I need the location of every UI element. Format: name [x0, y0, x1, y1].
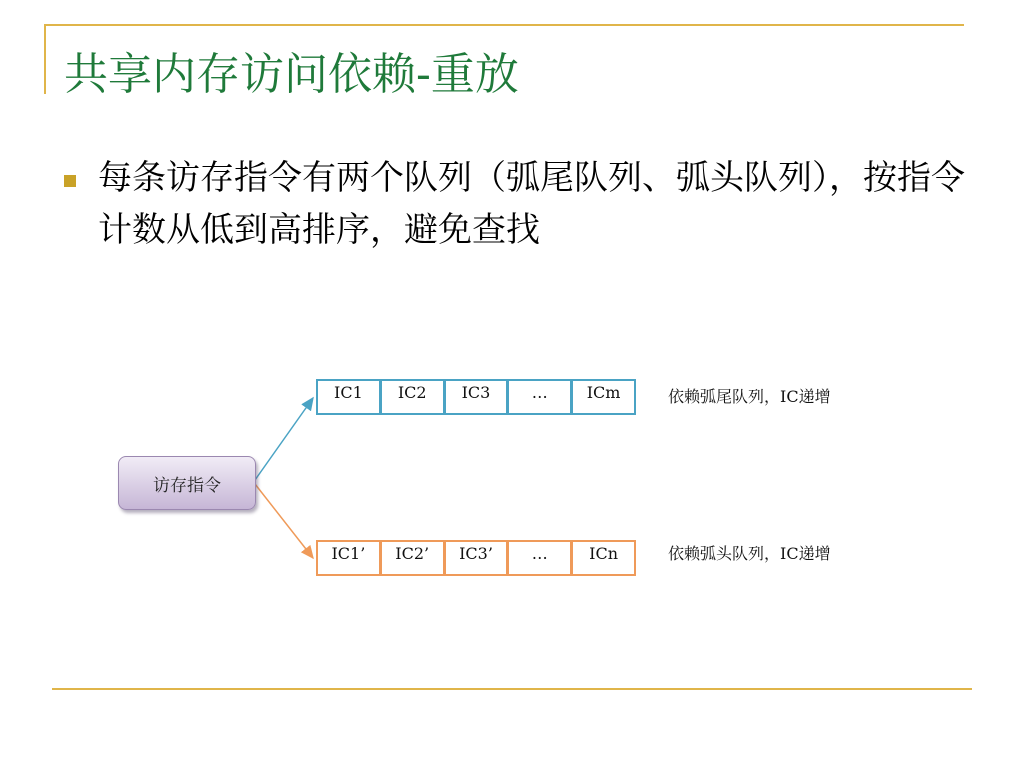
head-queue-cell: IC3’	[445, 540, 509, 576]
head-queue-label: 依赖弧头队列，IC递增	[668, 544, 831, 563]
memory-instruction-node: 访存指令	[118, 456, 256, 510]
tail-queue	[316, 379, 636, 417]
bottom-rule	[52, 688, 972, 690]
tail-queue-cell: IC1	[316, 379, 381, 415]
tail-queue-cell: ICm	[572, 379, 636, 415]
head-queue-cell: IC2’	[381, 540, 445, 576]
tail-queue-cell: …	[508, 379, 572, 415]
head-queue-cell: ICn	[572, 540, 636, 576]
slide-title: 共享内存访问依赖-重放	[64, 49, 519, 100]
tail-queue-cell: IC2	[381, 379, 445, 415]
arrow-to-tail-queue	[255, 398, 313, 480]
head-queue-cell: IC1’	[316, 540, 381, 576]
head-queue	[316, 540, 636, 578]
tail-queue-cell: IC3	[445, 379, 509, 415]
bullet-text: 每条访存指令有两个队列（弧尾队列、弧头队列），按指令计数从低到高排序，避免查找	[98, 158, 965, 250]
tail-queue-label: 依赖弧尾队列，IC递增	[668, 387, 831, 406]
head-queue-cell: …	[508, 540, 572, 576]
arrow-to-head-queue	[255, 484, 313, 558]
